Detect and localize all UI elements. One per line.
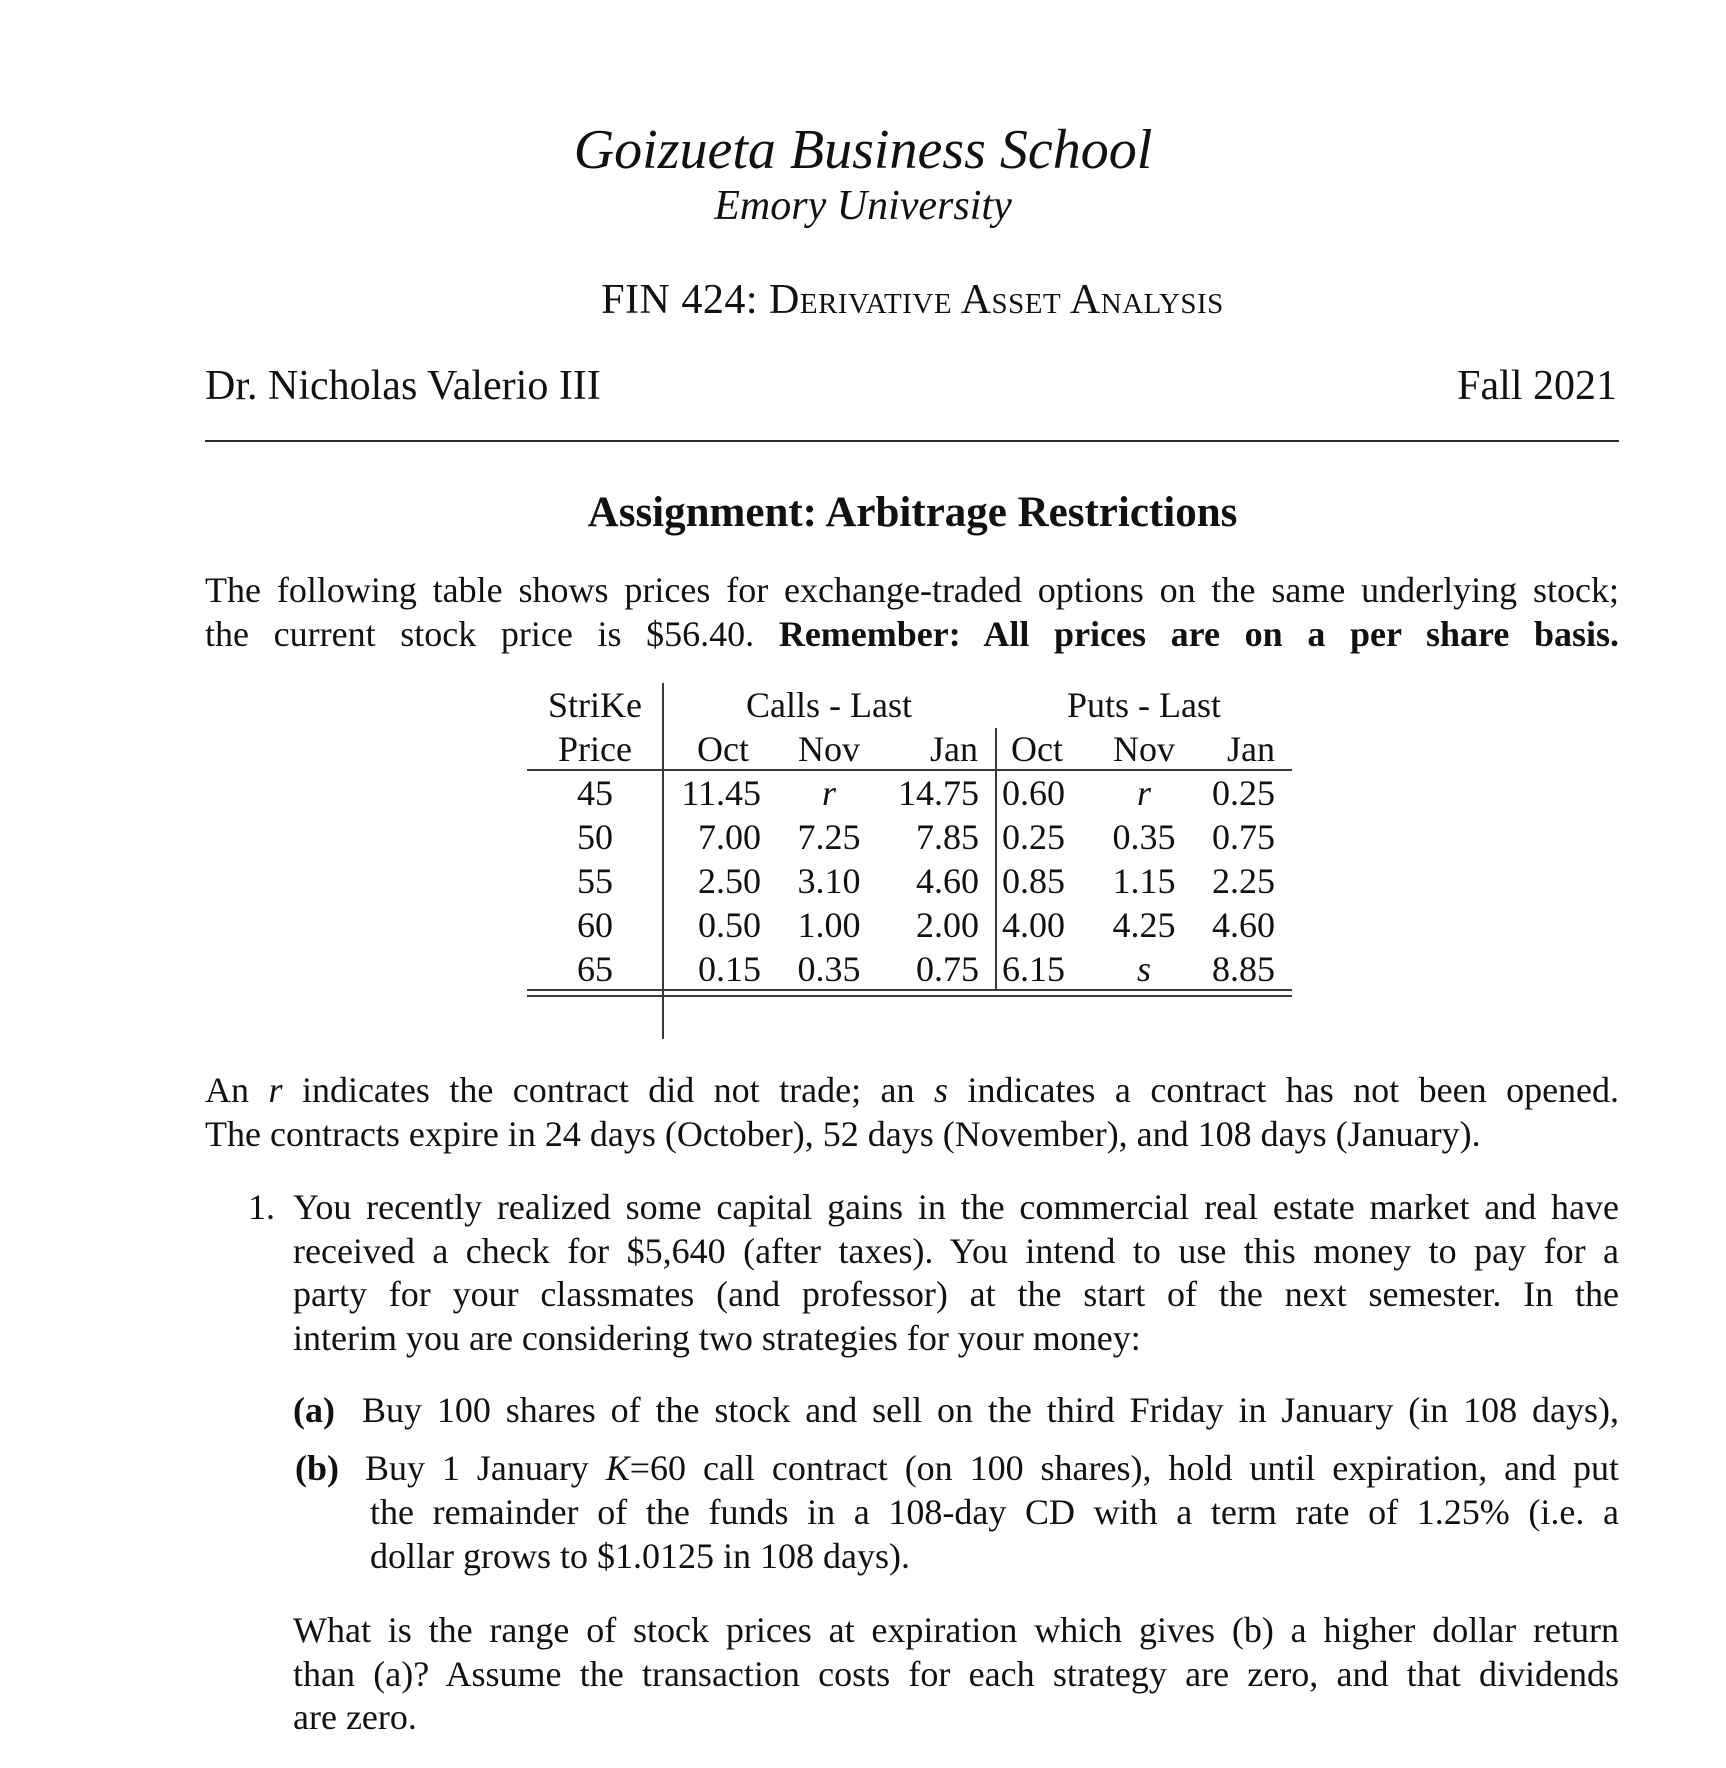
legend-text: indicates a contract has not been opened. bbox=[967, 1070, 1620, 1110]
put-nov-cell: s bbox=[1136, 949, 1151, 989]
calls-header: Calls - Last bbox=[746, 685, 912, 725]
followup-line: What is the range of stock prices at expiration which gives (b) a higher dollar return bbox=[293, 1610, 1619, 1650]
question-line: party for your classmates (and professor) at the start of the next semester. In the bbox=[293, 1274, 1619, 1314]
option-b-text: Buy 1 January bbox=[365, 1448, 589, 1488]
strike-cell: 55 bbox=[577, 861, 613, 901]
put-jan-cell: 8.85 bbox=[1212, 949, 1275, 989]
call-oct-cell: 2.50 bbox=[698, 861, 761, 901]
intro-line-2 bbox=[205, 613, 1619, 657]
call-oct-cell: 0.15 bbox=[698, 949, 761, 989]
strike-cell: 50 bbox=[577, 817, 613, 857]
legend-paragraph bbox=[205, 1069, 1619, 1156]
strike-cell: 45 bbox=[577, 773, 613, 813]
legend-r-symbol: r bbox=[268, 1070, 283, 1110]
put-oct-cell: 0.25 bbox=[1002, 817, 1065, 857]
call-jan-cell: 14.75 bbox=[898, 773, 979, 813]
header-rule bbox=[205, 440, 1619, 442]
put-oct-cell: 0.85 bbox=[1002, 861, 1065, 901]
call-jan-cell: 0.75 bbox=[916, 949, 979, 989]
calls-month-oct: Oct bbox=[697, 729, 749, 769]
legend-text: indicates the contract did not trade; an bbox=[301, 1070, 915, 1110]
option-b-line: dollar grows to $1.0125 in 108 days). bbox=[370, 1535, 910, 1576]
call-jan-cell: 4.60 bbox=[916, 861, 979, 901]
call-oct-cell: 0.50 bbox=[698, 905, 761, 945]
options-price-table bbox=[527, 683, 1292, 1043]
legend-s-symbol: s bbox=[934, 1070, 949, 1110]
question-line: interim you are considering two strategies for your money: bbox=[293, 1317, 1141, 1358]
put-nov-cell: 0.35 bbox=[1112, 817, 1176, 857]
calls-month-nov: Nov bbox=[798, 729, 860, 769]
call-nov-cell: 3.10 bbox=[797, 861, 861, 901]
option-b-first-line bbox=[365, 1447, 1619, 1491]
strike-cell: 60 bbox=[577, 905, 613, 945]
put-jan-cell: 4.60 bbox=[1212, 905, 1275, 945]
strike-cell: 65 bbox=[577, 949, 613, 989]
question-line: received a check for $5,640 (after taxes). You intend to use this money to pay for a bbox=[293, 1230, 1619, 1271]
option-a-line: Buy 100 shares of the stock and sell on the third Friday in January (in 108 days), bbox=[362, 1390, 1619, 1430]
put-nov-cell: 1.15 bbox=[1112, 861, 1176, 901]
followup-question bbox=[293, 1609, 1619, 1740]
call-jan-cell: 2.00 bbox=[916, 905, 979, 945]
instructor-name: Dr. Nicholas Valerio III bbox=[205, 363, 601, 409]
intro-line-1: The following table shows prices for exchange-traded options on the same underlying stock; bbox=[205, 570, 1619, 610]
option-b-line bbox=[365, 1447, 1619, 1491]
assignment-title: Assignment: Arbitrage Restrictions bbox=[587, 489, 1238, 536]
calls-month-jan: Jan bbox=[930, 729, 978, 769]
put-jan-cell: 2.25 bbox=[1212, 861, 1275, 901]
option-a-label: (a) bbox=[293, 1390, 335, 1430]
puts-month-oct: Oct bbox=[1011, 729, 1063, 769]
put-oct-cell: 6.15 bbox=[1002, 949, 1065, 989]
put-nov-cell: r bbox=[1136, 773, 1151, 813]
header-rule bbox=[527, 769, 1292, 771]
puts-month-jan: Jan bbox=[1227, 729, 1275, 769]
term: Fall 2021 bbox=[1457, 363, 1617, 409]
question-1-text bbox=[293, 1186, 1619, 1360]
bottom-rule-2 bbox=[527, 995, 1292, 997]
school-name: Goizueta Business School bbox=[573, 119, 1153, 181]
strike-header-top: StriKe bbox=[548, 685, 642, 725]
strike-symbol-k: K bbox=[605, 1448, 630, 1488]
calls-puts-divider bbox=[995, 728, 997, 990]
option-a-text bbox=[362, 1389, 1619, 1433]
call-nov-cell: 1.00 bbox=[797, 905, 861, 945]
intro-paragraph bbox=[205, 569, 1619, 656]
stock-price-text: the current stock price is $56.40. bbox=[205, 613, 755, 654]
followup-line: than (a)? Assume the transaction costs for each strategy are zero, and that dividends bbox=[293, 1653, 1619, 1694]
option-b-label: (b) bbox=[295, 1448, 339, 1488]
put-oct-cell: 4.00 bbox=[1002, 905, 1065, 945]
legend-text: An bbox=[205, 1070, 249, 1110]
option-b-line: the remainder of the funds in a 108-day CD with a term rate of 1.25% (i.e. a bbox=[370, 1492, 1619, 1532]
call-oct-cell: 7.00 bbox=[698, 817, 761, 857]
call-jan-cell: 7.85 bbox=[916, 817, 979, 857]
put-jan-cell: 0.25 bbox=[1212, 773, 1275, 813]
put-jan-cell: 0.75 bbox=[1212, 817, 1275, 857]
question-line: You recently realized some capital gains in the commercial real estate market and have bbox=[293, 1187, 1619, 1227]
university-name: Emory University bbox=[714, 183, 1012, 229]
legend-line-2: The contracts expire in 24 days (October), 52 days (November), and 108 days (January). bbox=[205, 1113, 1481, 1154]
bottom-rule-1 bbox=[527, 989, 1292, 991]
strike-header-bottom: Price bbox=[558, 729, 632, 769]
call-nov-cell: r bbox=[821, 773, 836, 813]
call-oct-cell: 11.45 bbox=[681, 773, 761, 813]
option-b-continuation bbox=[370, 1491, 1619, 1578]
reminder-text: Remember: All prices are on a per share basis. bbox=[778, 613, 1620, 654]
puts-month-nov: Nov bbox=[1113, 729, 1175, 769]
followup-line: are zero. bbox=[293, 1697, 417, 1737]
legend-line-1 bbox=[205, 1069, 1619, 1113]
puts-header: Puts - Last bbox=[1066, 685, 1221, 725]
call-nov-cell: 7.25 bbox=[797, 817, 861, 857]
call-nov-cell: 0.35 bbox=[797, 949, 861, 989]
question-number: 1. bbox=[248, 1187, 275, 1227]
course-title: FIN 424: Derivative Asset Analysis bbox=[601, 277, 1224, 323]
put-nov-cell: 4.25 bbox=[1112, 905, 1176, 945]
option-b-text: =60 call contract (on 100 shares), hold until expiration, and put bbox=[629, 1448, 1620, 1488]
put-oct-cell: 0.60 bbox=[1002, 773, 1065, 813]
